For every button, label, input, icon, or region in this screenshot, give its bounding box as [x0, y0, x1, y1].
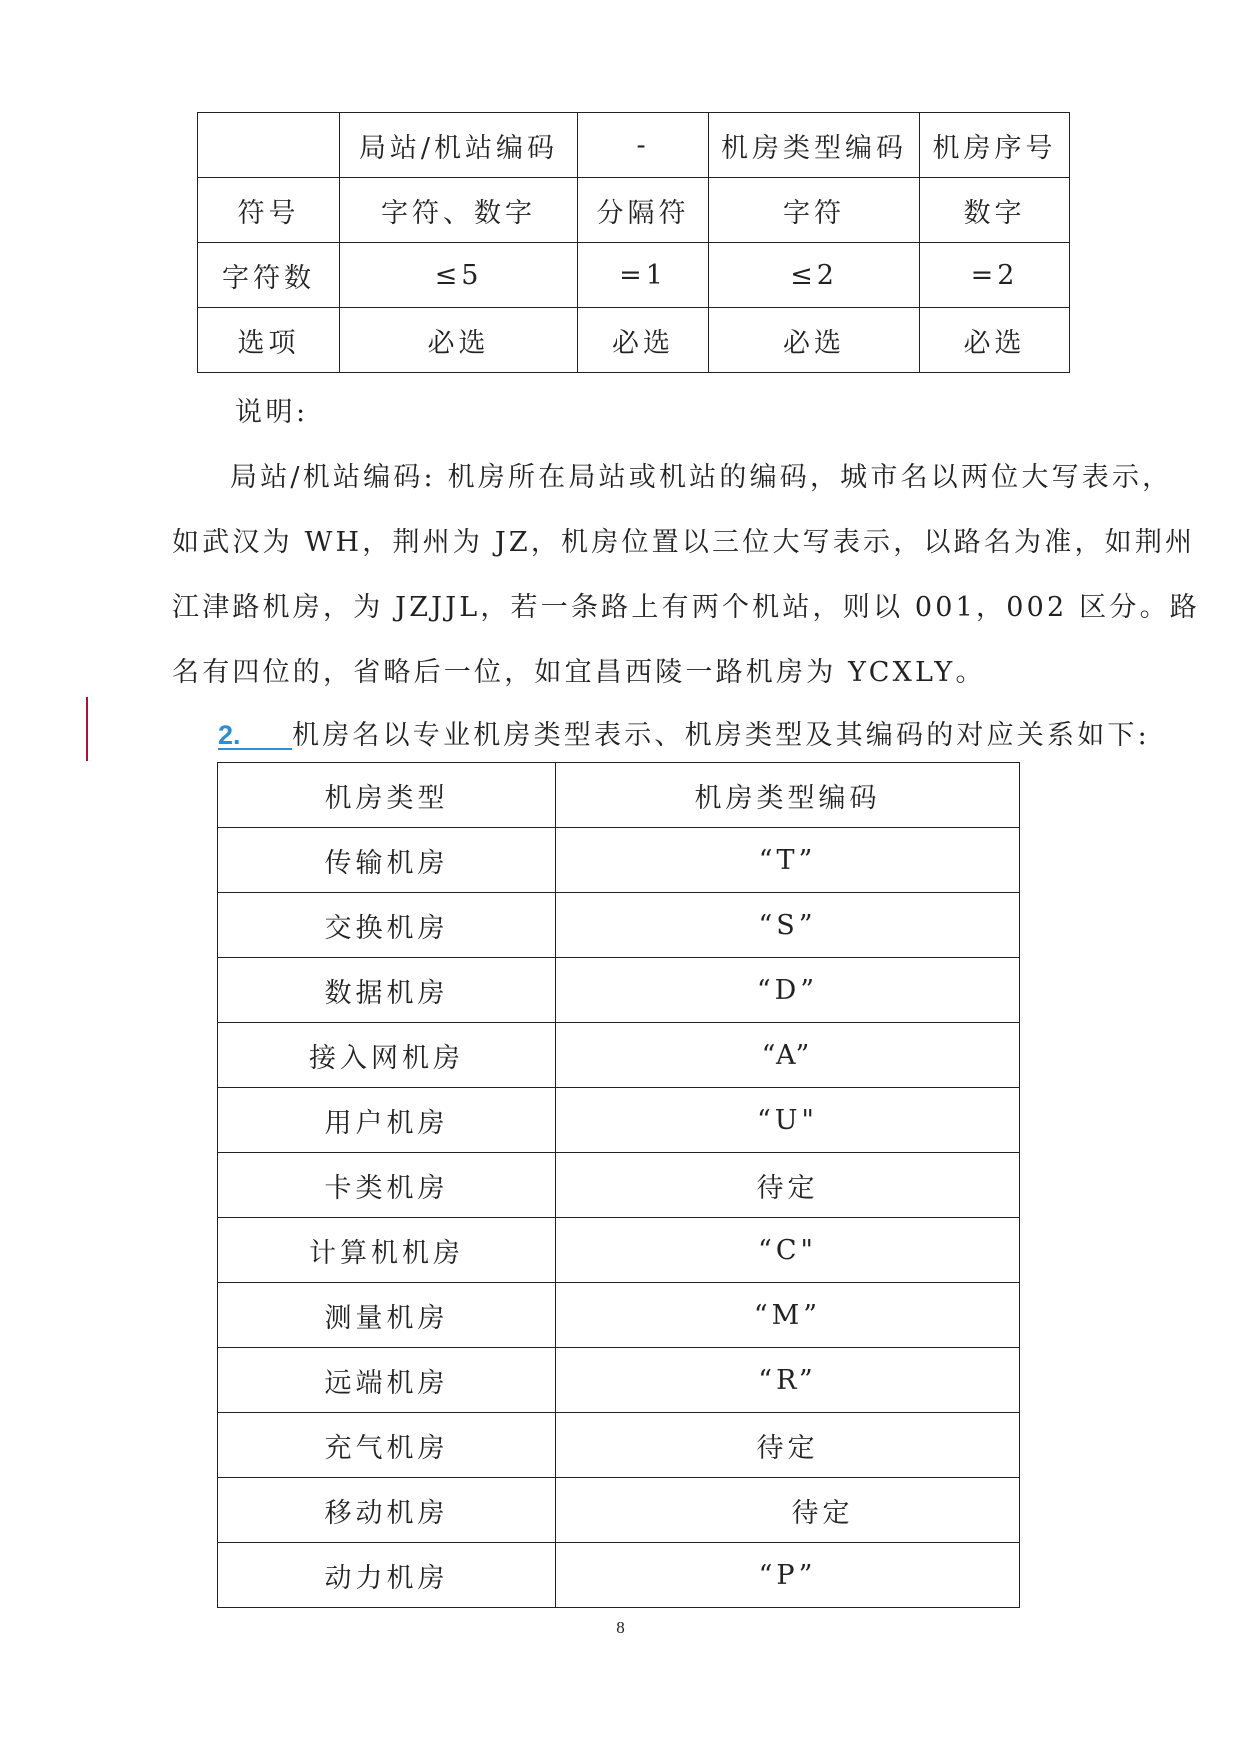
table-row	[218, 958, 1020, 1023]
table-cell: “U"	[556, 1088, 1020, 1153]
table-header-cell: 机房类型编码	[556, 763, 1020, 828]
notes-label: 说明:	[235, 397, 309, 428]
table-cell: 卡类机房	[218, 1153, 556, 1218]
table-row	[218, 1023, 1020, 1088]
table-cell: =2	[920, 243, 1070, 308]
table-cell: “S”	[556, 893, 1020, 958]
page-number: 8	[616, 1618, 625, 1637]
table-header-cell: 局站/机站编码	[340, 113, 578, 178]
table-row	[218, 1478, 1020, 1543]
table-cell: 数字	[920, 178, 1070, 243]
table-header-cell: 机房类型	[218, 763, 556, 828]
table-cell: 数据机房	[218, 958, 556, 1023]
table-cell: “P”	[556, 1543, 1020, 1608]
table-cell: 必选	[578, 308, 709, 373]
table-cell: 字符、数字	[340, 178, 578, 243]
table-header-row	[218, 763, 1020, 828]
table-cell: 必选	[340, 308, 578, 373]
table-cell: 必选	[920, 308, 1070, 373]
table-cell: 符号	[198, 178, 340, 243]
table-cell: 远端机房	[218, 1348, 556, 1413]
room-type-table	[217, 762, 1020, 1608]
table-cell: 计算机机房	[218, 1218, 556, 1283]
table-cell: “R”	[556, 1348, 1020, 1413]
table-cell: 测量机房	[218, 1283, 556, 1348]
table-cell: 待定	[556, 1478, 1020, 1543]
table-row	[218, 1153, 1020, 1218]
table-row	[198, 243, 1070, 308]
table-cell: 接入网机房	[218, 1023, 556, 1088]
table-cell: “M”	[556, 1283, 1020, 1348]
table-row	[218, 1543, 1020, 1608]
paragraph-line: 如武汉为 WH，荆州为 JZ，机房位置以三位大写表示，以路名为准，如荆州	[172, 527, 1196, 558]
table-header-cell	[198, 113, 340, 178]
table-cell: 待定	[556, 1153, 1020, 1218]
table-cell: 传输机房	[218, 828, 556, 893]
table-cell: 字符数	[198, 243, 340, 308]
table-cell: ≤2	[709, 243, 920, 308]
table-cell: “T”	[556, 828, 1020, 893]
table-row	[218, 828, 1020, 893]
table-cell: 充气机房	[218, 1413, 556, 1478]
table-cell: 字符	[709, 178, 920, 243]
table-row	[218, 1088, 1020, 1153]
paragraph-line: 江津路机房，为 JZJJL，若一条路上有两个机站，则以 001，002 区分。路	[172, 592, 1200, 623]
change-bar	[86, 697, 88, 761]
table-cell: “A”	[556, 1023, 1020, 1088]
table-row	[218, 1283, 1020, 1348]
table-header-cell: 机房序号	[920, 113, 1070, 178]
table-row	[218, 1413, 1020, 1478]
paragraph-line: 局站/机站编码: 机房所在局站或机站的编码，城市名以两位大写表示，	[230, 462, 1173, 493]
table-cell: “C"	[556, 1218, 1020, 1283]
table-cell: 交换机房	[218, 893, 556, 958]
table-cell: 用户机房	[218, 1088, 556, 1153]
code-format-table	[197, 112, 1070, 373]
table-cell: ≤5	[340, 243, 578, 308]
table-row	[218, 1218, 1020, 1283]
list-item	[218, 713, 1150, 752]
table-cell: =1	[578, 243, 709, 308]
list-item-text: 机房名以专业机房类型表示、机房类型及其编码的对应关系如下:	[292, 720, 1150, 751]
table-cell: 移动机房	[218, 1478, 556, 1543]
list-item-number: 2.	[218, 722, 292, 750]
table-cell: 分隔符	[578, 178, 709, 243]
table-header-cell: -	[578, 113, 709, 178]
table-cell: 选项	[198, 308, 340, 373]
table-cell: 待定	[556, 1413, 1020, 1478]
table-row	[198, 308, 1070, 373]
table-row	[198, 178, 1070, 243]
paragraph-line: 名有四位的，省略后一位，如宜昌西陵一路机房为 YCXLY。	[172, 657, 986, 688]
table-header-row	[198, 113, 1070, 178]
table-cell: 必选	[709, 308, 920, 373]
table-cell: 动力机房	[218, 1543, 556, 1608]
table-row	[218, 1348, 1020, 1413]
table-row	[218, 893, 1020, 958]
table-cell: “D”	[556, 958, 1020, 1023]
table-header-cell: 机房类型编码	[709, 113, 920, 178]
